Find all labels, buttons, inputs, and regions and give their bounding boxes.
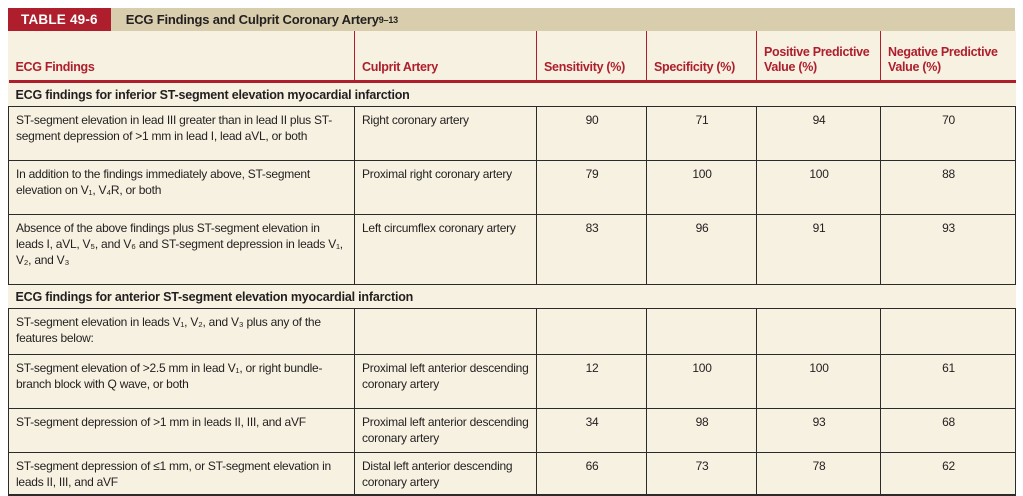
col-header-ecg-findings: ECG Findings xyxy=(9,31,355,81)
cell-artery xyxy=(355,308,537,354)
cell-ppv xyxy=(757,308,881,354)
cell-npv: 62 xyxy=(881,452,1016,495)
cell-npv: 68 xyxy=(881,408,1016,452)
cell-ppv: 100 xyxy=(757,354,881,408)
cell-specificity: 100 xyxy=(647,160,757,214)
cell-specificity xyxy=(647,308,757,354)
cell-finding: In addition to the findings immediately above, ST-segment elevation on V₁, V₄R, or both xyxy=(9,160,355,214)
cell-specificity: 73 xyxy=(647,452,757,495)
cell-ppv: 100 xyxy=(757,160,881,214)
cell-npv: 93 xyxy=(881,214,1016,284)
cell-finding: ST-segment depression of ≤1 mm, or ST-segment elevation in leads II, III, and aVF xyxy=(9,452,355,495)
table-row xyxy=(9,160,1016,214)
cell-npv: 70 xyxy=(881,106,1016,160)
cell-artery: Proximal left anterior descending coronary artery xyxy=(355,408,537,452)
section-header-label: ECG findings for anterior ST-segment elevation myocardial infarction xyxy=(9,284,1016,308)
cell-artery: Proximal left anterior descending coronary artery xyxy=(355,354,537,408)
table-row xyxy=(9,354,1016,408)
cell-ppv: 91 xyxy=(757,214,881,284)
cell-specificity: 98 xyxy=(647,408,757,452)
cell-sensitivity: 79 xyxy=(537,160,647,214)
cell-specificity: 71 xyxy=(647,106,757,160)
table-number-badge: TABLE 49-6 xyxy=(8,8,111,31)
cell-finding: ST-segment elevation in leads V₁, V₂, and V₃ plus any of the features below: xyxy=(9,308,355,354)
cell-artery: Right coronary artery xyxy=(355,106,537,160)
col-header-specificity: Specificity (%) xyxy=(647,31,757,81)
col-header-sensitivity: Sensitivity (%) xyxy=(537,31,647,81)
table-row xyxy=(9,452,1016,495)
table-title-bar xyxy=(8,8,1015,31)
cell-sensitivity: 12 xyxy=(537,354,647,408)
cell-npv xyxy=(881,308,1016,354)
table-row xyxy=(9,408,1016,452)
column-header-row xyxy=(9,31,1016,81)
cell-ppv: 93 xyxy=(757,408,881,452)
section-header-anterior-stemi xyxy=(9,284,1016,308)
cell-sensitivity xyxy=(537,308,647,354)
table-row xyxy=(9,214,1016,284)
cell-artery: Proximal right coronary artery xyxy=(355,160,537,214)
cell-finding: Absence of the above findings plus ST-segment elevation in leads I, aVL, V₅, and V₆ and ST-segment depression in leads V₁, V₂, and V₃ xyxy=(9,214,355,284)
cell-finding: ST-segment elevation of >2.5 mm in lead V₁, or right bundle-branch block with Q wave, or both xyxy=(9,354,355,408)
table-container xyxy=(8,8,1015,496)
col-header-positive-predictive-value: Positive Predictive Value (%) xyxy=(757,31,881,81)
table-row xyxy=(9,106,1016,160)
table-title: ECG Findings and Culprit Coronary Artery 9–13 xyxy=(111,8,1015,31)
ecg-findings-table xyxy=(8,31,1016,496)
table-title-text: ECG Findings and Culprit Coronary Artery xyxy=(125,12,379,27)
cell-sensitivity: 90 xyxy=(537,106,647,160)
cell-artery: Distal left anterior descending coronary artery xyxy=(355,452,537,495)
col-header-negative-predictive-value: Negative Predictive Value (%) xyxy=(881,31,1016,81)
cell-ppv: 94 xyxy=(757,106,881,160)
cell-specificity: 96 xyxy=(647,214,757,284)
col-header-culprit-artery: Culprit Artery xyxy=(355,31,537,81)
cell-artery: Left circumflex coronary artery xyxy=(355,214,537,284)
cell-finding: ST-segment depression of >1 mm in leads II, III, and aVF xyxy=(9,408,355,452)
cell-sensitivity: 66 xyxy=(537,452,647,495)
cell-sensitivity: 83 xyxy=(537,214,647,284)
section-header-label: ECG findings for inferior ST-segment elevation myocardial infarction xyxy=(9,81,1016,106)
cell-specificity: 100 xyxy=(647,354,757,408)
section-header-inferior-stemi xyxy=(9,81,1016,106)
table-row xyxy=(9,308,1016,354)
cell-npv: 61 xyxy=(881,354,1016,408)
cell-finding: ST-segment elevation in lead III greater than in lead II plus ST-segment depression of >1 mm in lead I, lead aVL, or both xyxy=(9,106,355,160)
cell-npv: 88 xyxy=(881,160,1016,214)
cell-sensitivity: 34 xyxy=(537,408,647,452)
cell-ppv: 78 xyxy=(757,452,881,495)
